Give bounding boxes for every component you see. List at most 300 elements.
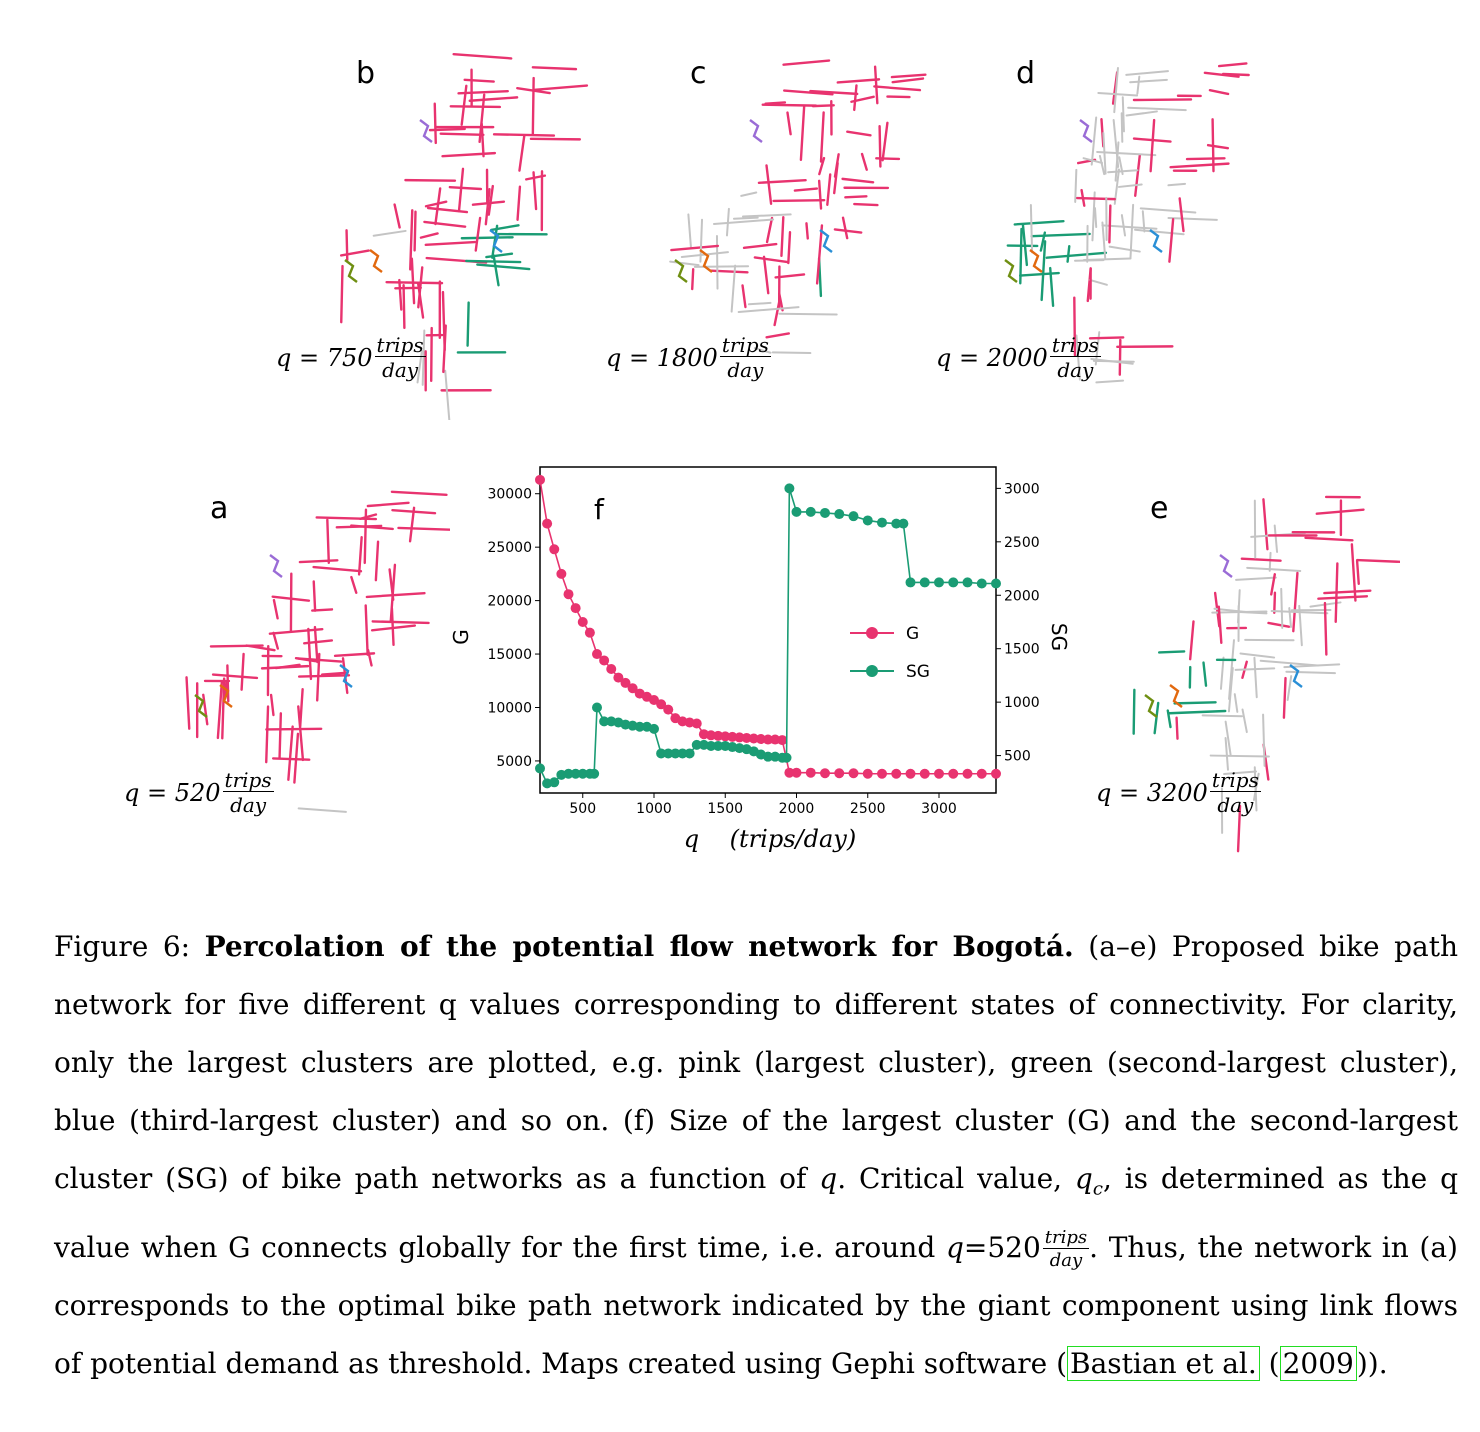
street-segment xyxy=(1075,170,1076,202)
caption-qc-subscript: c xyxy=(1092,1178,1103,1200)
street-segment xyxy=(1151,120,1155,171)
street-segment xyxy=(1097,152,1155,155)
data-point-G xyxy=(556,569,566,579)
y-right-tick-label: 2500 xyxy=(1004,534,1040,551)
street-segment xyxy=(327,520,328,563)
street-segment xyxy=(1324,591,1370,593)
street-segment xyxy=(759,180,806,183)
street-segment xyxy=(779,314,836,315)
data-point-SG xyxy=(834,509,844,519)
street-segment xyxy=(827,174,830,204)
legend-marker-SG xyxy=(866,665,878,677)
street-segment xyxy=(1159,651,1184,652)
trips-per-day-fraction: $\frac{\text{trips}}{\text{day}}$ xyxy=(224,768,272,817)
street-segment xyxy=(880,126,881,166)
data-point-SG xyxy=(877,518,887,528)
street-segment xyxy=(1084,259,1131,260)
street-segment xyxy=(874,86,920,90)
data-point-SG xyxy=(963,577,973,587)
street-segment xyxy=(494,256,499,286)
small-cluster xyxy=(1150,230,1162,252)
street-segment xyxy=(781,217,783,256)
street-segment xyxy=(1090,280,1107,285)
data-point-SG xyxy=(589,769,599,779)
street-segment xyxy=(271,695,273,715)
data-point-G xyxy=(806,768,816,778)
street-segment xyxy=(288,727,292,780)
chart-panel-letter: f xyxy=(594,493,604,526)
street-segment xyxy=(404,285,405,328)
street-segment xyxy=(1187,158,1224,159)
street-segment xyxy=(893,79,923,83)
street-segment xyxy=(1068,246,1070,261)
street-segment xyxy=(775,300,780,325)
street-segment xyxy=(1108,170,1137,172)
map-panel-c xyxy=(606,20,930,420)
street-segment xyxy=(367,593,425,597)
data-point-SG xyxy=(806,507,816,517)
data-point-G xyxy=(542,519,552,529)
street-segment xyxy=(744,244,776,248)
street-segment xyxy=(795,189,817,191)
street-segment xyxy=(845,196,866,197)
street-segment xyxy=(1122,113,1123,142)
street-segment xyxy=(714,220,773,224)
street-segment xyxy=(784,61,830,65)
street-segment xyxy=(470,97,517,100)
x-tick-label: 1500 xyxy=(707,801,744,817)
y-left-tick-label: 15000 xyxy=(487,647,532,664)
street-segment xyxy=(1305,538,1352,541)
data-point-SG xyxy=(782,753,792,763)
data-point-SG xyxy=(592,702,602,712)
street-segment xyxy=(387,282,442,283)
data-point-SG xyxy=(685,748,695,758)
street-segment xyxy=(892,75,926,77)
y-left-tick-label: 10000 xyxy=(487,700,532,717)
x-tick-label: 500 xyxy=(569,801,597,817)
street-segment xyxy=(486,254,512,257)
street-segment xyxy=(1082,190,1085,206)
street-segment xyxy=(1263,715,1264,766)
street-segment xyxy=(203,695,207,724)
street-segment xyxy=(1109,206,1110,243)
street-segment xyxy=(299,675,349,676)
street-segment xyxy=(1171,164,1229,168)
legend-label-G: G xyxy=(906,624,920,644)
street-segment xyxy=(373,621,429,623)
street-segment xyxy=(227,665,228,701)
street-segment xyxy=(491,225,518,230)
data-point-G xyxy=(599,655,609,665)
street-segment xyxy=(266,707,268,762)
street-segment xyxy=(739,307,799,312)
street-segment xyxy=(1134,99,1191,100)
data-point-SG xyxy=(649,724,659,734)
street-segment xyxy=(1175,702,1216,703)
data-point-SG xyxy=(991,579,1001,589)
street-segment xyxy=(443,153,495,156)
x-tick-label: 2500 xyxy=(849,801,886,817)
street-segment xyxy=(450,187,481,189)
data-point-G xyxy=(777,735,787,745)
y-axis-label-left: G xyxy=(449,629,473,645)
data-point-G xyxy=(863,769,873,779)
street-segment xyxy=(392,492,447,495)
data-point-SG xyxy=(948,577,958,587)
street-segment xyxy=(533,78,534,134)
street-segment xyxy=(1031,205,1032,252)
street-segment xyxy=(1219,63,1246,66)
street-segment xyxy=(351,577,356,593)
street-segment xyxy=(787,113,790,135)
small-cluster xyxy=(1005,260,1017,282)
street-segment xyxy=(314,567,361,571)
street-segment xyxy=(806,223,807,238)
street-segment xyxy=(535,86,587,90)
figure-caption xyxy=(54,918,1458,1393)
caption-text-1: (a–e) Proposed bike path network for five different q values corresponding to different states of connectivity. For clarity, only the largest clusters are plotted, e.g. pink (largest cluster), green (second-largest cluster), blue (third-largest cluster) and so on. (f) Size of the largest cluster (G) and the second-largest cluster (SG) of bike path networks as a function of xyxy=(54,930,1458,1195)
data-point-SG xyxy=(849,511,859,521)
panel-letter-c: c xyxy=(690,56,707,91)
street-segment xyxy=(1210,90,1228,94)
street-segment xyxy=(1293,573,1297,631)
street-segment xyxy=(1243,710,1247,733)
y-left-tick-label: 25000 xyxy=(487,540,532,557)
street-segment xyxy=(476,218,480,251)
street-segment xyxy=(1126,71,1168,75)
legend-marker-G xyxy=(866,627,878,639)
panel-letter-b: b xyxy=(356,56,376,91)
street-segment xyxy=(337,526,381,527)
street-segment xyxy=(801,106,804,159)
street-segment xyxy=(847,132,870,136)
y-left-tick-label: 20000 xyxy=(487,593,532,610)
data-point-SG xyxy=(934,577,944,587)
street-segment xyxy=(1100,156,1104,174)
data-point-G xyxy=(849,768,859,778)
q-value-b: q = 750 xyxy=(276,343,373,372)
data-point-G xyxy=(948,769,958,779)
data-point-G xyxy=(834,768,844,778)
street-segment xyxy=(299,808,346,811)
small-cluster xyxy=(1145,695,1157,717)
caption-text-5: )). xyxy=(1356,1346,1388,1380)
street-segment xyxy=(395,205,400,228)
panel-letter-d: d xyxy=(1016,56,1036,91)
street-segment xyxy=(1169,711,1225,713)
street-segment xyxy=(1336,563,1338,621)
street-segment xyxy=(477,265,529,269)
street-segment xyxy=(819,181,821,209)
small-cluster xyxy=(345,260,357,282)
chart-panel-f xyxy=(440,455,1100,865)
street-segment xyxy=(854,204,877,205)
q-label-a xyxy=(124,769,274,816)
street-segment xyxy=(300,560,337,562)
street-segment xyxy=(482,124,484,156)
data-point-G xyxy=(991,769,1001,779)
data-point-G xyxy=(549,544,559,554)
data-point-G xyxy=(564,589,574,599)
street-segment xyxy=(435,104,436,143)
street-segment xyxy=(1177,718,1178,739)
legend-label-SG: SG xyxy=(906,662,930,682)
street-segment xyxy=(743,285,746,307)
caption-q-value: =520 xyxy=(963,1230,1041,1264)
q-value-d: q = 2000 xyxy=(936,343,1048,372)
street-segment xyxy=(1236,668,1275,670)
street-segment xyxy=(454,54,512,58)
data-point-G xyxy=(906,769,916,779)
street-segment xyxy=(1155,703,1159,733)
street-segment xyxy=(468,303,469,346)
street-segment xyxy=(428,208,467,212)
y-right-tick-label: 500 xyxy=(1004,748,1031,765)
street-segment xyxy=(399,280,401,309)
y-right-tick-label: 3000 xyxy=(1004,481,1040,498)
street-segment xyxy=(766,102,785,103)
street-segment xyxy=(1284,678,1286,718)
street-segment xyxy=(1119,185,1142,187)
data-point-SG xyxy=(820,508,830,518)
street-segment xyxy=(692,269,693,289)
caption-text-3: , is determined as the q value when G connects globally for the first time, i.e. around xyxy=(54,1162,1458,1264)
street-segment xyxy=(727,209,729,236)
street-segment xyxy=(854,85,856,109)
trips-per-day-fraction: $\frac{\text{trips}}{\text{day}}$ xyxy=(721,333,769,382)
percolation-chart xyxy=(440,455,1100,865)
street-segment xyxy=(1203,715,1242,716)
data-point-G xyxy=(571,603,581,613)
street-segment xyxy=(1168,218,1216,220)
street-segment xyxy=(1213,119,1214,171)
street-segment xyxy=(1270,553,1271,571)
street-segment xyxy=(368,503,409,506)
street-segment xyxy=(218,681,222,738)
trips-per-day-fraction: $\frac{\text{trips}}{\text{day}}$ xyxy=(376,333,424,382)
street-segment xyxy=(518,187,520,220)
figure-title: Percolation of the potential flow network for Bogotá. xyxy=(204,930,1074,963)
street-segment xyxy=(843,218,847,238)
street-segment xyxy=(835,229,861,232)
street-segment xyxy=(1281,589,1282,628)
street-segment xyxy=(1047,253,1106,258)
small-cluster xyxy=(750,120,762,142)
y-right-tick-label: 1500 xyxy=(1004,641,1040,658)
street-segment xyxy=(763,105,816,106)
street-segment xyxy=(764,257,768,293)
q-label-d xyxy=(936,334,1101,381)
street-segment xyxy=(1240,653,1274,657)
street-segment xyxy=(424,222,465,227)
street-segment xyxy=(773,352,811,353)
street-segment xyxy=(426,202,446,207)
street-segment xyxy=(465,80,494,82)
map-panel-e xyxy=(1096,455,1400,855)
street-segment xyxy=(1120,340,1121,375)
street-segment xyxy=(451,106,500,107)
street-segment xyxy=(1032,234,1090,236)
street-segment xyxy=(415,212,416,251)
street-segment xyxy=(466,261,520,262)
street-segment xyxy=(494,134,554,135)
y-right-tick-label: 1000 xyxy=(1004,695,1040,712)
street-segment xyxy=(366,605,368,654)
street-segment xyxy=(308,629,311,679)
street-segment xyxy=(1235,694,1238,712)
street-segment xyxy=(315,627,317,662)
data-point-G xyxy=(663,705,673,715)
street-segment xyxy=(1263,499,1267,549)
street-segment xyxy=(1141,208,1196,212)
data-point-SG xyxy=(863,515,873,525)
data-point-SG xyxy=(549,777,559,787)
street-segment xyxy=(341,266,342,322)
street-segment xyxy=(1247,568,1300,571)
street-segment xyxy=(1168,184,1185,185)
street-segment xyxy=(1261,661,1318,666)
citation-mid: ( xyxy=(1259,1346,1280,1380)
x-tick-label: 3000 xyxy=(921,801,957,817)
street-segment xyxy=(1103,133,1105,174)
citation-year-link[interactable]: 2009 xyxy=(1280,1346,1357,1381)
street-segment xyxy=(211,646,263,647)
small-cluster xyxy=(1220,555,1232,577)
map-panel-a xyxy=(124,455,450,855)
street-segment xyxy=(533,67,576,69)
street-segment xyxy=(426,242,475,245)
street-segment xyxy=(519,136,524,171)
street-segment xyxy=(1274,593,1275,613)
street-segment xyxy=(749,303,771,304)
street-segment xyxy=(1288,676,1292,700)
small-cluster xyxy=(270,555,282,577)
street-segment xyxy=(1095,208,1096,227)
panel-letter-e: e xyxy=(1150,491,1169,526)
street-segment xyxy=(838,79,879,82)
data-point-SG xyxy=(906,577,916,587)
street-segment xyxy=(445,371,449,420)
trips-per-day-fraction: $\frac{\text{trips}}{\text{day}}$ xyxy=(1211,768,1259,817)
street-segment xyxy=(767,165,772,203)
q-value-c: q = 1800 xyxy=(606,343,718,372)
street-segment xyxy=(421,233,438,237)
caption-trips-per-day-fraction: $\frac{\text{trips}}{\text{day}}$ xyxy=(1044,1226,1088,1271)
caption-text-2: . Critical value, xyxy=(837,1162,1075,1195)
street-segment xyxy=(1134,690,1135,734)
panel-letter-a: a xyxy=(210,491,229,526)
street-segment xyxy=(1128,108,1186,110)
caption-q-variable: q xyxy=(819,1162,838,1195)
street-segment xyxy=(412,259,414,303)
street-segment xyxy=(359,537,362,574)
street-segment xyxy=(1318,596,1366,598)
street-segment xyxy=(755,257,788,262)
data-point-G xyxy=(963,769,973,779)
small-cluster xyxy=(1080,120,1092,142)
data-point-G xyxy=(585,628,595,638)
street-segment xyxy=(1190,621,1193,659)
street-segment xyxy=(767,218,772,242)
street-segment xyxy=(405,180,454,181)
caption-qc-variable: q xyxy=(1074,1162,1093,1195)
street-segment xyxy=(430,129,465,130)
street-segment xyxy=(187,677,190,728)
street-segment xyxy=(1268,623,1288,627)
street-segment xyxy=(242,654,244,690)
data-point-SG xyxy=(784,483,794,493)
data-point-G xyxy=(920,769,930,779)
street-segment xyxy=(1242,559,1281,561)
street-segment xyxy=(1020,273,1059,276)
data-point-G xyxy=(820,768,830,778)
data-point-G xyxy=(578,617,588,627)
street-segment xyxy=(862,154,867,170)
series-line-G xyxy=(540,480,996,774)
street-segment xyxy=(435,188,440,224)
street-segment xyxy=(314,581,315,610)
citation-author-link[interactable]: Bastian et al. xyxy=(1067,1346,1260,1381)
q-value-a: q = 520 xyxy=(124,778,221,807)
q-label-c xyxy=(606,334,771,381)
data-point-G xyxy=(891,769,901,779)
street-segment xyxy=(1325,603,1326,654)
street-segment xyxy=(1357,561,1359,584)
street-segment xyxy=(374,231,406,236)
street-segment xyxy=(1211,756,1269,757)
data-point-G xyxy=(606,664,616,674)
q-value-e: q = 3200 xyxy=(1096,778,1208,807)
data-point-SG xyxy=(920,577,930,587)
street-segment xyxy=(741,192,756,195)
map-panel-d xyxy=(936,20,1260,420)
street-segment xyxy=(875,67,877,104)
street-segment xyxy=(843,179,874,182)
street-segment xyxy=(531,139,580,140)
street-segment xyxy=(1127,111,1157,115)
small-cluster xyxy=(370,250,382,272)
street-segment xyxy=(1272,611,1328,613)
street-segment xyxy=(883,123,888,160)
y-left-tick-label: 30000 xyxy=(487,486,532,503)
street-segment xyxy=(376,542,378,581)
street-segment xyxy=(1110,247,1140,252)
street-segment xyxy=(1357,560,1400,562)
street-segment xyxy=(671,246,718,250)
trips-per-day-fraction: $\frac{\text{trips}}{\text{day}}$ xyxy=(1051,333,1099,382)
street-segment xyxy=(788,232,790,263)
street-segment xyxy=(774,200,825,201)
street-segment xyxy=(670,262,698,265)
map-panel-b xyxy=(276,20,600,420)
street-segment xyxy=(459,169,463,211)
street-segment xyxy=(274,633,278,649)
x-tick-label: 1000 xyxy=(636,801,672,817)
street-segment xyxy=(280,713,281,757)
street-segment xyxy=(1169,219,1173,261)
q-label-b xyxy=(276,334,426,381)
street-segment xyxy=(717,236,718,289)
street-segment xyxy=(1275,526,1277,552)
data-point-G xyxy=(877,769,887,779)
street-segment xyxy=(1130,80,1167,82)
data-point-G xyxy=(535,475,545,485)
x-tick-label: 2000 xyxy=(778,801,815,817)
street-segment xyxy=(1135,155,1140,196)
y-right-tick-label: 2000 xyxy=(1004,588,1040,605)
street-segment xyxy=(1204,663,1207,686)
